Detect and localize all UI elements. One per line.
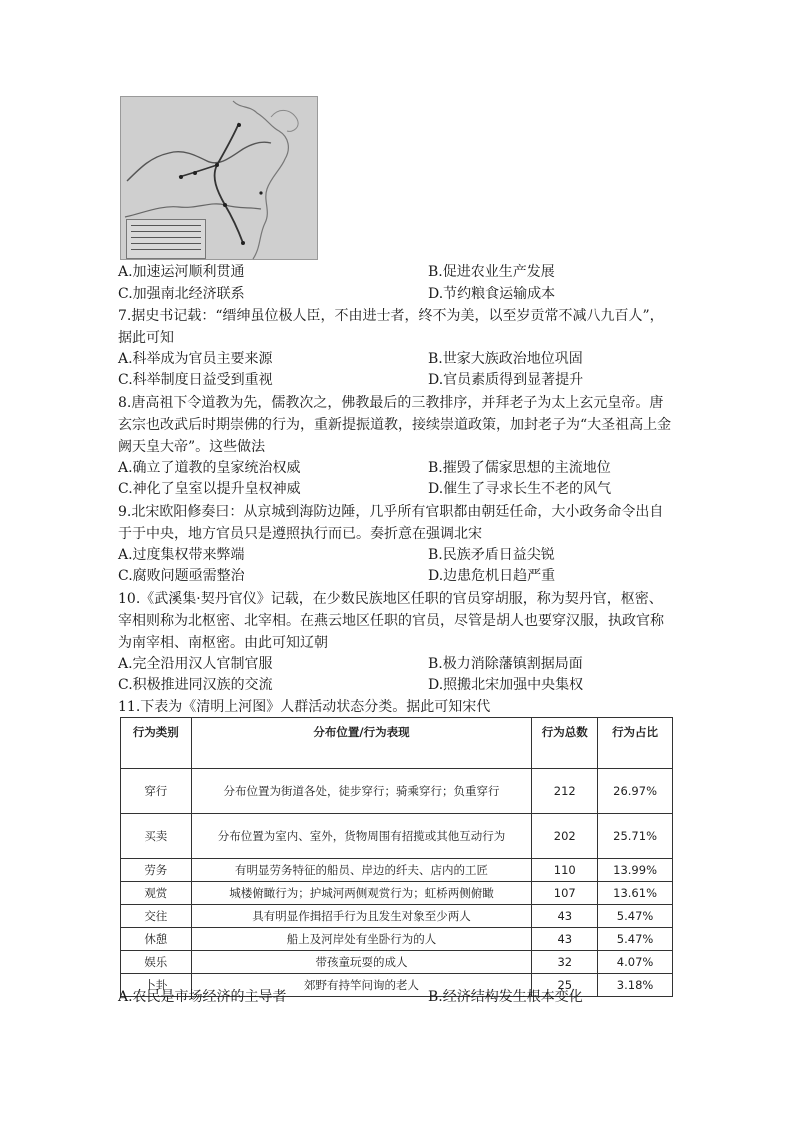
- q8-option-c[interactable]: C.神化了皇室以提升皇权神威: [118, 481, 301, 497]
- cell-location: 分布位置为室内、室外，货物周围有招揽或其他互动行为: [191, 814, 532, 859]
- q7-stem-line1: 7.据史书记载：“缙绅虽位极人臣，不由进士者，终不为美，以至岁贡常不减八九百人”，: [118, 308, 664, 324]
- q10-option-d[interactable]: D.照搬北宋加强中央集权: [428, 677, 584, 693]
- cell-location: 郊野有持竿问询的老人: [191, 974, 532, 997]
- q6-option-c[interactable]: C.加强南北经济联系: [118, 286, 245, 302]
- q8-stem-line3: 阙天皇大帝”。这些做法: [118, 439, 266, 455]
- q11-option-a[interactable]: A.农民是市场经济的主导者: [118, 989, 287, 1005]
- cell-category: 休憩: [121, 928, 192, 951]
- cell-count: 107: [532, 882, 598, 905]
- table-row: [121, 814, 673, 859]
- cell-share: 5.47%: [598, 928, 673, 951]
- q9-stem-line2: 于于中央，地方官员只是遵照执行而已。奏折意在强调北宋: [118, 526, 482, 542]
- table-row: [121, 951, 673, 974]
- q11-option-b[interactable]: B.经济结构发生根本变化: [428, 989, 583, 1005]
- cell-category: 劳务: [121, 859, 192, 882]
- cell-share: 5.47%: [598, 905, 673, 928]
- q6-option-d[interactable]: D.节约粮食运输成本: [428, 286, 556, 302]
- cell-location: 有明显劳务特征的船员、岸边的纤夫、店内的工匠: [191, 859, 532, 882]
- q8-option-d[interactable]: D.催生了寻求长生不老的风气: [428, 481, 612, 497]
- q7-option-a[interactable]: A.科举成为官员主要来源: [118, 351, 273, 367]
- q9-option-b[interactable]: B.民族矛盾日益尖锐: [428, 547, 555, 563]
- header-share: 行为占比: [598, 718, 673, 769]
- table-header-row: [121, 718, 673, 769]
- canal-map-figure: [120, 96, 318, 260]
- cell-count: 212: [532, 769, 598, 814]
- q6-option-b[interactable]: B.促进农业生产发展: [428, 264, 555, 280]
- q11-stem: 11.下表为《清明上河图》人群活动状态分类。据此可知宋代: [118, 699, 491, 715]
- cell-share: 13.61%: [598, 882, 673, 905]
- cell-location: 船上及河岸处有坐卧行为的人: [191, 928, 532, 951]
- q7-option-c[interactable]: C.科举制度日益受到重视: [118, 372, 273, 388]
- cell-location: 分布位置为街道各处，徒步穿行；骑乘穿行；负重穿行: [191, 769, 532, 814]
- q8-option-b[interactable]: B.摧毁了儒家思想的主流地位: [428, 460, 611, 476]
- cell-count: 43: [532, 905, 598, 928]
- cell-share: 26.97%: [598, 769, 673, 814]
- cell-location: 城楼俯瞰行为；护城河两侧观赏行为；虹桥两侧俯瞰: [191, 882, 532, 905]
- cell-count: 202: [532, 814, 598, 859]
- map-legend: [126, 219, 206, 259]
- q8-stem-line2: 玄宗也改武后时期崇佛的行为，重新提振道教，接续崇道政策，加封老子为“大圣祖高上金: [118, 417, 672, 433]
- table-row: [121, 928, 673, 951]
- cell-count: 32: [532, 951, 598, 974]
- q10-stem-line2: 宰相则称为北枢密、北宰相。在燕云地区任职的官员，尽管是胡人也要穿汉服，执政官称: [118, 613, 664, 629]
- header-category: 行为类别: [121, 718, 192, 769]
- q9-option-c[interactable]: C.腐败问题亟需整治: [118, 568, 245, 584]
- cell-share: 4.07%: [598, 951, 673, 974]
- header-count: 行为总数: [532, 718, 598, 769]
- cell-category: 买卖: [121, 814, 192, 859]
- table-row: [121, 769, 673, 814]
- cell-category: 观赏: [121, 882, 192, 905]
- cell-count: 25: [532, 974, 598, 997]
- q9-option-d[interactable]: D.边患危机日趋严重: [428, 568, 556, 584]
- cell-count: 43: [532, 928, 598, 951]
- behavior-table: [120, 717, 673, 997]
- q10-option-c[interactable]: C.积极推进同汉族的交流: [118, 677, 273, 693]
- q9-option-a[interactable]: A.过度集权带来弊端: [118, 547, 245, 563]
- table-row: [121, 905, 673, 928]
- q8-stem-line1: 8.唐高祖下令道教为先，儒教次之，佛教最后的三教排序，并拜老子为太上玄元皇帝。唐: [118, 395, 664, 411]
- cell-count: 110: [532, 859, 598, 882]
- cell-share: 25.71%: [598, 814, 673, 859]
- table-row: [121, 882, 673, 905]
- cell-category: 交往: [121, 905, 192, 928]
- cell-share: 13.99%: [598, 859, 673, 882]
- q10-option-a[interactable]: A.完全沿用汉人官制官服: [118, 656, 273, 672]
- cell-share: 3.18%: [598, 974, 673, 997]
- q10-option-b[interactable]: B.极力消除藩镇割据局面: [428, 656, 583, 672]
- q7-stem-line2: 据此可知: [118, 330, 174, 346]
- q9-stem-line1: 9.北宋欧阳修奏曰：从京城到海防边陲，几乎所有官职都由朝廷任命，大小政务命令出自: [118, 504, 664, 520]
- cell-category: 穿行: [121, 769, 192, 814]
- q6-option-a[interactable]: A.加速运河顺利贯通: [118, 264, 245, 280]
- cell-location: 具有明显作揖招手行为且发生对象至少两人: [191, 905, 532, 928]
- q7-option-d[interactable]: D.官员素质得到显著提升: [428, 372, 584, 388]
- table-row: [121, 859, 673, 882]
- cell-category: 卜卦: [121, 974, 192, 997]
- q10-stem-line3: 为南宰相、南枢密。由此可知辽朝: [118, 635, 328, 651]
- q8-option-a[interactable]: A.确立了道教的皇家统治权威: [118, 460, 301, 476]
- q7-option-b[interactable]: B.世家大族政治地位巩固: [428, 351, 583, 367]
- q10-stem-line1: 10.《武溪集·契丹官仪》记载，在少数民族地区任职的官员穿胡服，称为契丹官，枢密、: [118, 591, 663, 607]
- cell-location: 带孩童玩耍的成人: [191, 951, 532, 974]
- header-location: 分布位置/行为表现: [191, 718, 532, 769]
- cell-category: 娱乐: [121, 951, 192, 974]
